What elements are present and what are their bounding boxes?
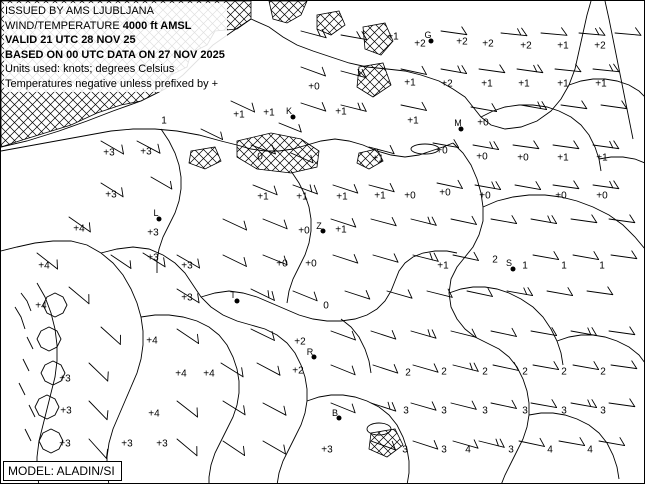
temperature-label: +1 [518,78,530,90]
header-issuer: ISSUED BY AMS LJUBLJANA [5,5,154,17]
header-product-level: 4000 ft AMSL [122,19,192,32]
temperature-label: +3 [121,438,133,450]
city-label: G [424,30,432,40]
temperature-label: +1 [557,152,569,164]
city-label: K [285,106,293,116]
temperature-label: +2 [292,365,304,377]
city-label: S [505,258,513,268]
temperature-label: +3 [147,227,159,239]
temperature-label: 4 [587,444,593,456]
temperature-label: +0 [477,117,489,129]
temperature-label: +1 [374,190,386,202]
temperature-label: +1 [336,191,348,203]
temperature-label: +2 [414,38,426,50]
temperature-label: +3 [105,189,117,201]
temperature-label: +2 [441,78,453,90]
temperature-label: +0 [517,152,529,164]
temperature-label: +1 [557,40,569,52]
temperature-label: +0 [596,190,608,202]
temperature-label: +1 [335,224,347,236]
temperature-label: +0 [436,145,448,157]
temperature-label: 3 [402,444,408,456]
temperature-label: +1 [595,78,607,90]
temperature-label: +3 [321,444,333,456]
temperature-label: 2 [441,366,447,378]
temperature-label: +4 [175,368,187,380]
city-label: L [153,208,159,218]
temperature-label: +1 [257,191,269,203]
temperature-label: 3 [600,405,606,417]
city-label: B [331,408,339,418]
chart-header [4,3,227,92]
temperature-label: +2 [294,336,306,348]
model-label: MODEL: ALADIN/SI [3,461,122,481]
temperature-label: +2 [456,36,468,48]
temperature-label: +0 [276,258,288,270]
temperature-label: 2 [522,366,528,378]
temperature-label: +1 [387,31,399,43]
temperature-label: 3 [522,405,528,417]
header-product [5,19,225,34]
temperature-label: +3 [181,260,193,272]
temperature-label: +4 [148,408,160,420]
temperature-label: +4 [35,300,47,312]
temperature-label: +1 [407,115,419,127]
temperature-label: +4 [146,335,158,347]
city-label: R [306,347,314,357]
temperature-label: +0 [479,190,491,202]
temperature-label: +1 [404,77,416,89]
temperature-label: 2 [561,366,567,378]
temperature-label: +4 [38,260,50,272]
city-label: Z [316,221,322,231]
temperature-label: 2 [482,366,488,378]
temperature-label: +1 [372,153,384,165]
temperature-label: 4 [547,444,553,456]
temperature-label: +2 [520,40,532,52]
temperature-label: 3 [441,405,447,417]
temperature-label: 1 [561,260,567,272]
temperature-label: 2 [600,366,606,378]
temperature-label: +3 [103,147,115,159]
temperature-label: +0 [476,151,488,163]
temperature-label: 1 [161,115,167,127]
temperature-label: 3 [561,405,567,417]
header-units: Units used: knots; degrees Celsius [5,63,175,75]
temperature-label: 3 [482,405,488,417]
header-product-prefix: WIND/TEMPERATURE [5,19,123,32]
temperature-label: +4 [73,223,85,235]
temperature-label: +3 [181,292,193,304]
temperature-label: +3 [156,438,168,450]
temperature-label: +3 [59,373,71,385]
temperature-label: +0 [555,190,567,202]
header-temperature-note: Temperatures negative unless prefixed by + [5,77,219,90]
temperature-label: +1 [596,152,608,164]
temperature-label: +3 [147,252,159,264]
temperature-label: 2 [405,367,411,379]
temperature-label: 3 [441,444,447,456]
temperature-label: 3 [403,405,409,417]
temperature-label: +1 [296,191,308,203]
temperature-label: 2 [492,254,498,266]
temperature-label: +3 [140,146,152,158]
temperature-label: +1 [233,109,245,121]
header-basis: BASED ON 00 UTC DATA ON 27 NOV 2025 [5,48,225,61]
temperature-label: +2 [482,38,494,50]
temperature-label: +0 [308,81,320,93]
temperature-label: +0 [404,190,416,202]
temperature-label: 4 [465,444,471,456]
city-label: T [230,290,236,300]
temperature-label: +1 [481,78,493,90]
temperature-label: +2 [594,40,606,52]
temperature-label: +0 [298,225,310,237]
temperature-label: 0 [323,300,329,312]
temperature-label: +3 [59,438,71,450]
temperature-label: +0 [439,187,451,199]
header-validity: VALID 21 UTC 28 NOV 25 [5,34,136,46]
temperature-label: 3 [508,444,514,456]
temperature-label: 1 [599,260,605,272]
temperature-label: 0 [257,151,263,163]
temperature-label: 1 [522,260,528,272]
city-label: M [454,118,462,128]
temperature-label: +4 [203,368,215,380]
temperature-label: +1 [437,260,449,272]
temperature-label: +1 [263,107,275,119]
temperature-label: +1 [335,106,347,118]
temperature-label: +3 [60,405,72,417]
temperature-label: +0 [305,258,317,270]
temperature-label: +1 [557,78,569,90]
